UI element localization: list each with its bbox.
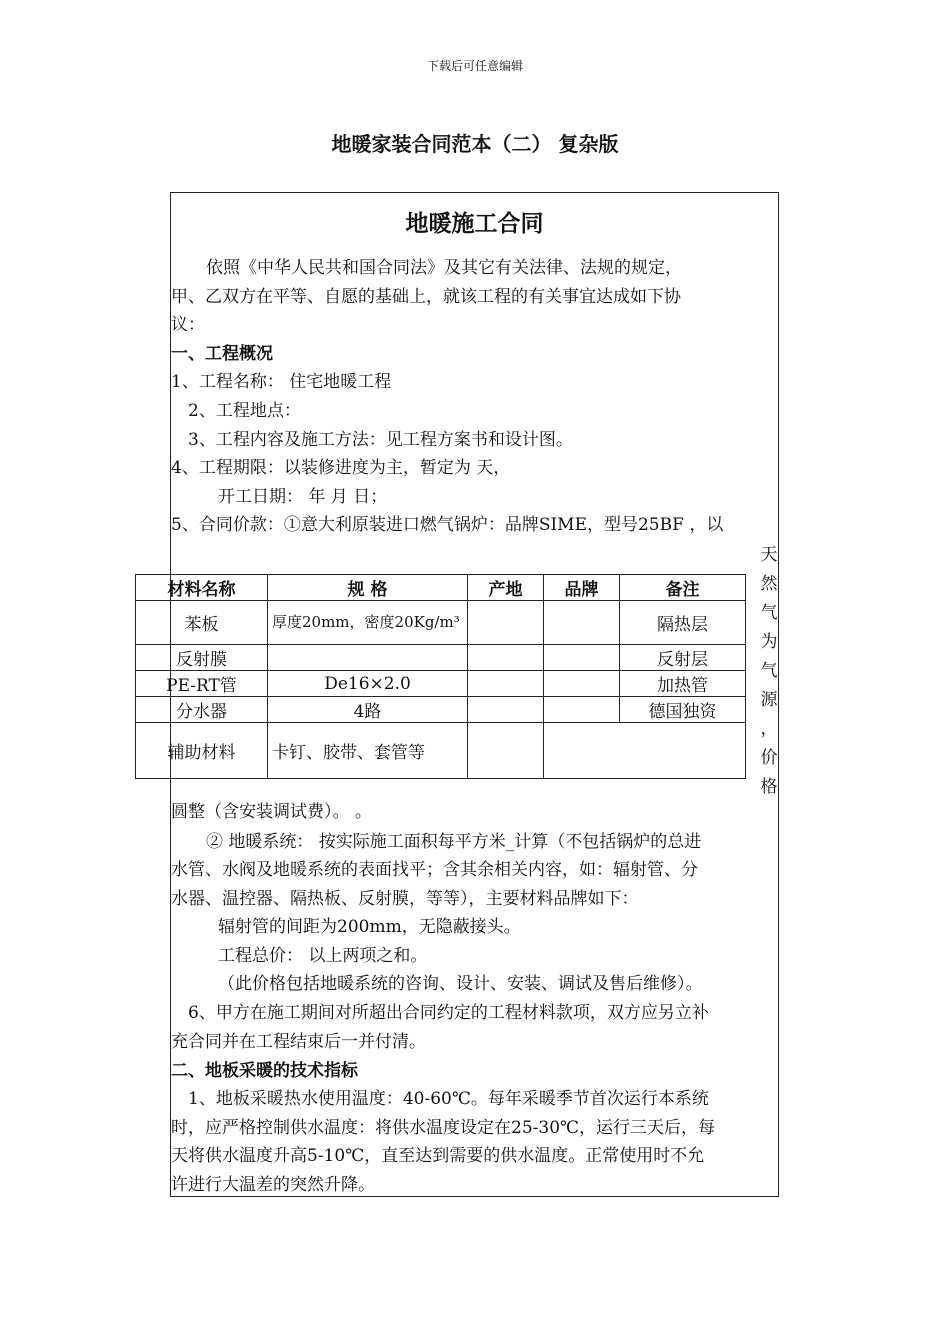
table-header-row <box>136 575 746 601</box>
tech-line-3: 天将供水温度升高5-10℃，直至达到需要的供水温度。正常使用时不允 <box>171 1146 705 1166</box>
cell-name: 辅助材料 <box>136 723 268 779</box>
cell-brand <box>544 645 620 671</box>
item-5: 5、合同价款：①意大利原装进口燃气锅炉：品牌SIME，型号25BF ，以 <box>171 515 724 535</box>
cell-spec: De16×2.0 <box>268 671 468 697</box>
price-end: 圆整（含安装调试费）。 。 <box>171 802 372 822</box>
cell-origin <box>468 723 544 779</box>
side-vertical-text <box>758 541 780 802</box>
cell-note: 德国独资 <box>620 697 746 723</box>
cell-spec: 卡钉、胶带、套管等 <box>268 723 468 779</box>
intro-line-2: 甲、乙双方在平等、自愿的基础上，就该工程的有关事宜达成如下协 <box>171 287 681 307</box>
item-2: 2、工程地点： <box>188 401 301 421</box>
header-origin: 产地 <box>468 575 544 601</box>
start-date: 开工日期： 年 月 日； <box>218 487 388 507</box>
side-char: 气 <box>760 661 778 681</box>
side-char: 天 <box>760 545 778 565</box>
contract-title: 地暖施工合同 <box>405 211 544 237</box>
side-char: 源 <box>760 690 778 710</box>
cell-note: 隔热层 <box>620 601 746 645</box>
cell-spec <box>268 645 468 671</box>
item-6-line-2: 充合同并在工程结束后一并付清。 <box>171 1032 426 1052</box>
cell-brand <box>544 601 620 645</box>
item-4: 4、工程期限：以装修进度为主，暂定为 天， <box>171 458 511 478</box>
floor-system-line-2: 水管、水阀及地暖系统的表面找平；含其余相关内容，如：辐射管、分 <box>171 860 698 880</box>
item-3: 3、工程内容及施工方法：见工程方案书和设计图。 <box>188 430 573 450</box>
cell-origin <box>468 671 544 697</box>
cell-brand-note <box>544 723 746 779</box>
cell-name: 分水器 <box>136 697 268 723</box>
cell-brand <box>544 671 620 697</box>
table-row <box>136 645 746 671</box>
table-row <box>136 697 746 723</box>
section-2-heading: 二、地板采暖的技术指标 <box>171 1061 358 1081</box>
price-includes: （此价格包括地暖系统的咨询、设计、安装、调试及售后维修）。 <box>218 974 703 994</box>
side-char: 价 <box>760 748 778 768</box>
cell-spec: 厚度20mm，密度20Kg/m³ <box>268 601 468 645</box>
side-char: 然 <box>760 574 778 594</box>
header-material-name: 材料名称 <box>136 575 268 601</box>
cell-origin <box>468 645 544 671</box>
table-row <box>136 671 746 697</box>
cell-note: 反射层 <box>620 645 746 671</box>
cell-note: 加热管 <box>620 671 746 697</box>
cell-name: PE-RT管 <box>136 671 268 697</box>
document-title: 地暖家装合同范本（二） 复杂版 <box>331 132 619 156</box>
side-char: 气 <box>760 603 778 623</box>
table-row <box>136 723 746 779</box>
intro-line-3: 议： <box>171 315 205 335</box>
header-note: 下载后可任意编辑 <box>426 59 523 73</box>
cell-origin <box>468 697 544 723</box>
cell-name: 反射膜 <box>136 645 268 671</box>
total-price: 工程总价： 以上两项之和。 <box>218 946 428 966</box>
side-char: 为 <box>760 632 778 652</box>
item-6-line-1: 6、甲方在施工期间对所超出合同约定的工程材料款项，双方应另立补 <box>188 1003 709 1023</box>
header-brand: 品牌 <box>544 575 620 601</box>
cell-name: 苯板 <box>136 601 268 645</box>
header-spec: 规 格 <box>268 575 468 601</box>
intro-line-1: 依照《中华人民共和国合同法》及其它有关法律、法规的规定， <box>206 258 682 278</box>
section-1-heading: 一、工程概况 <box>171 344 273 364</box>
tech-line-4: 许进行大温差的突然升降。 <box>171 1175 375 1195</box>
tech-line-2: 时，应严格控制供水温度：将供水温度设定在25-30℃，运行三天后，每 <box>171 1118 716 1138</box>
cell-brand <box>544 697 620 723</box>
header-note: 备注 <box>620 575 746 601</box>
cell-origin <box>468 601 544 645</box>
side-char: 格 <box>760 777 778 797</box>
table-row <box>136 601 746 645</box>
cell-spec: 4路 <box>268 697 468 723</box>
materials-table <box>135 574 746 779</box>
floor-system-line-1: ② 地暖系统： 按实际施工面积每平方米_计算（不包括锅炉的总进 <box>206 832 702 852</box>
pipe-pitch: 辐射管的间距为200mm，无隐蔽接头。 <box>218 917 521 937</box>
floor-system-line-3: 水器、温控器、隔热板、反射膜，等等），主要材料品牌如下： <box>171 889 639 909</box>
tech-line-1: 1、地板采暖热水使用温度：40-60℃。每年采暖季节首次运行本系统 <box>188 1089 709 1109</box>
item-1: 1、工程名称： 住宅地暖工程 <box>171 372 392 392</box>
side-char: ， <box>760 719 778 739</box>
